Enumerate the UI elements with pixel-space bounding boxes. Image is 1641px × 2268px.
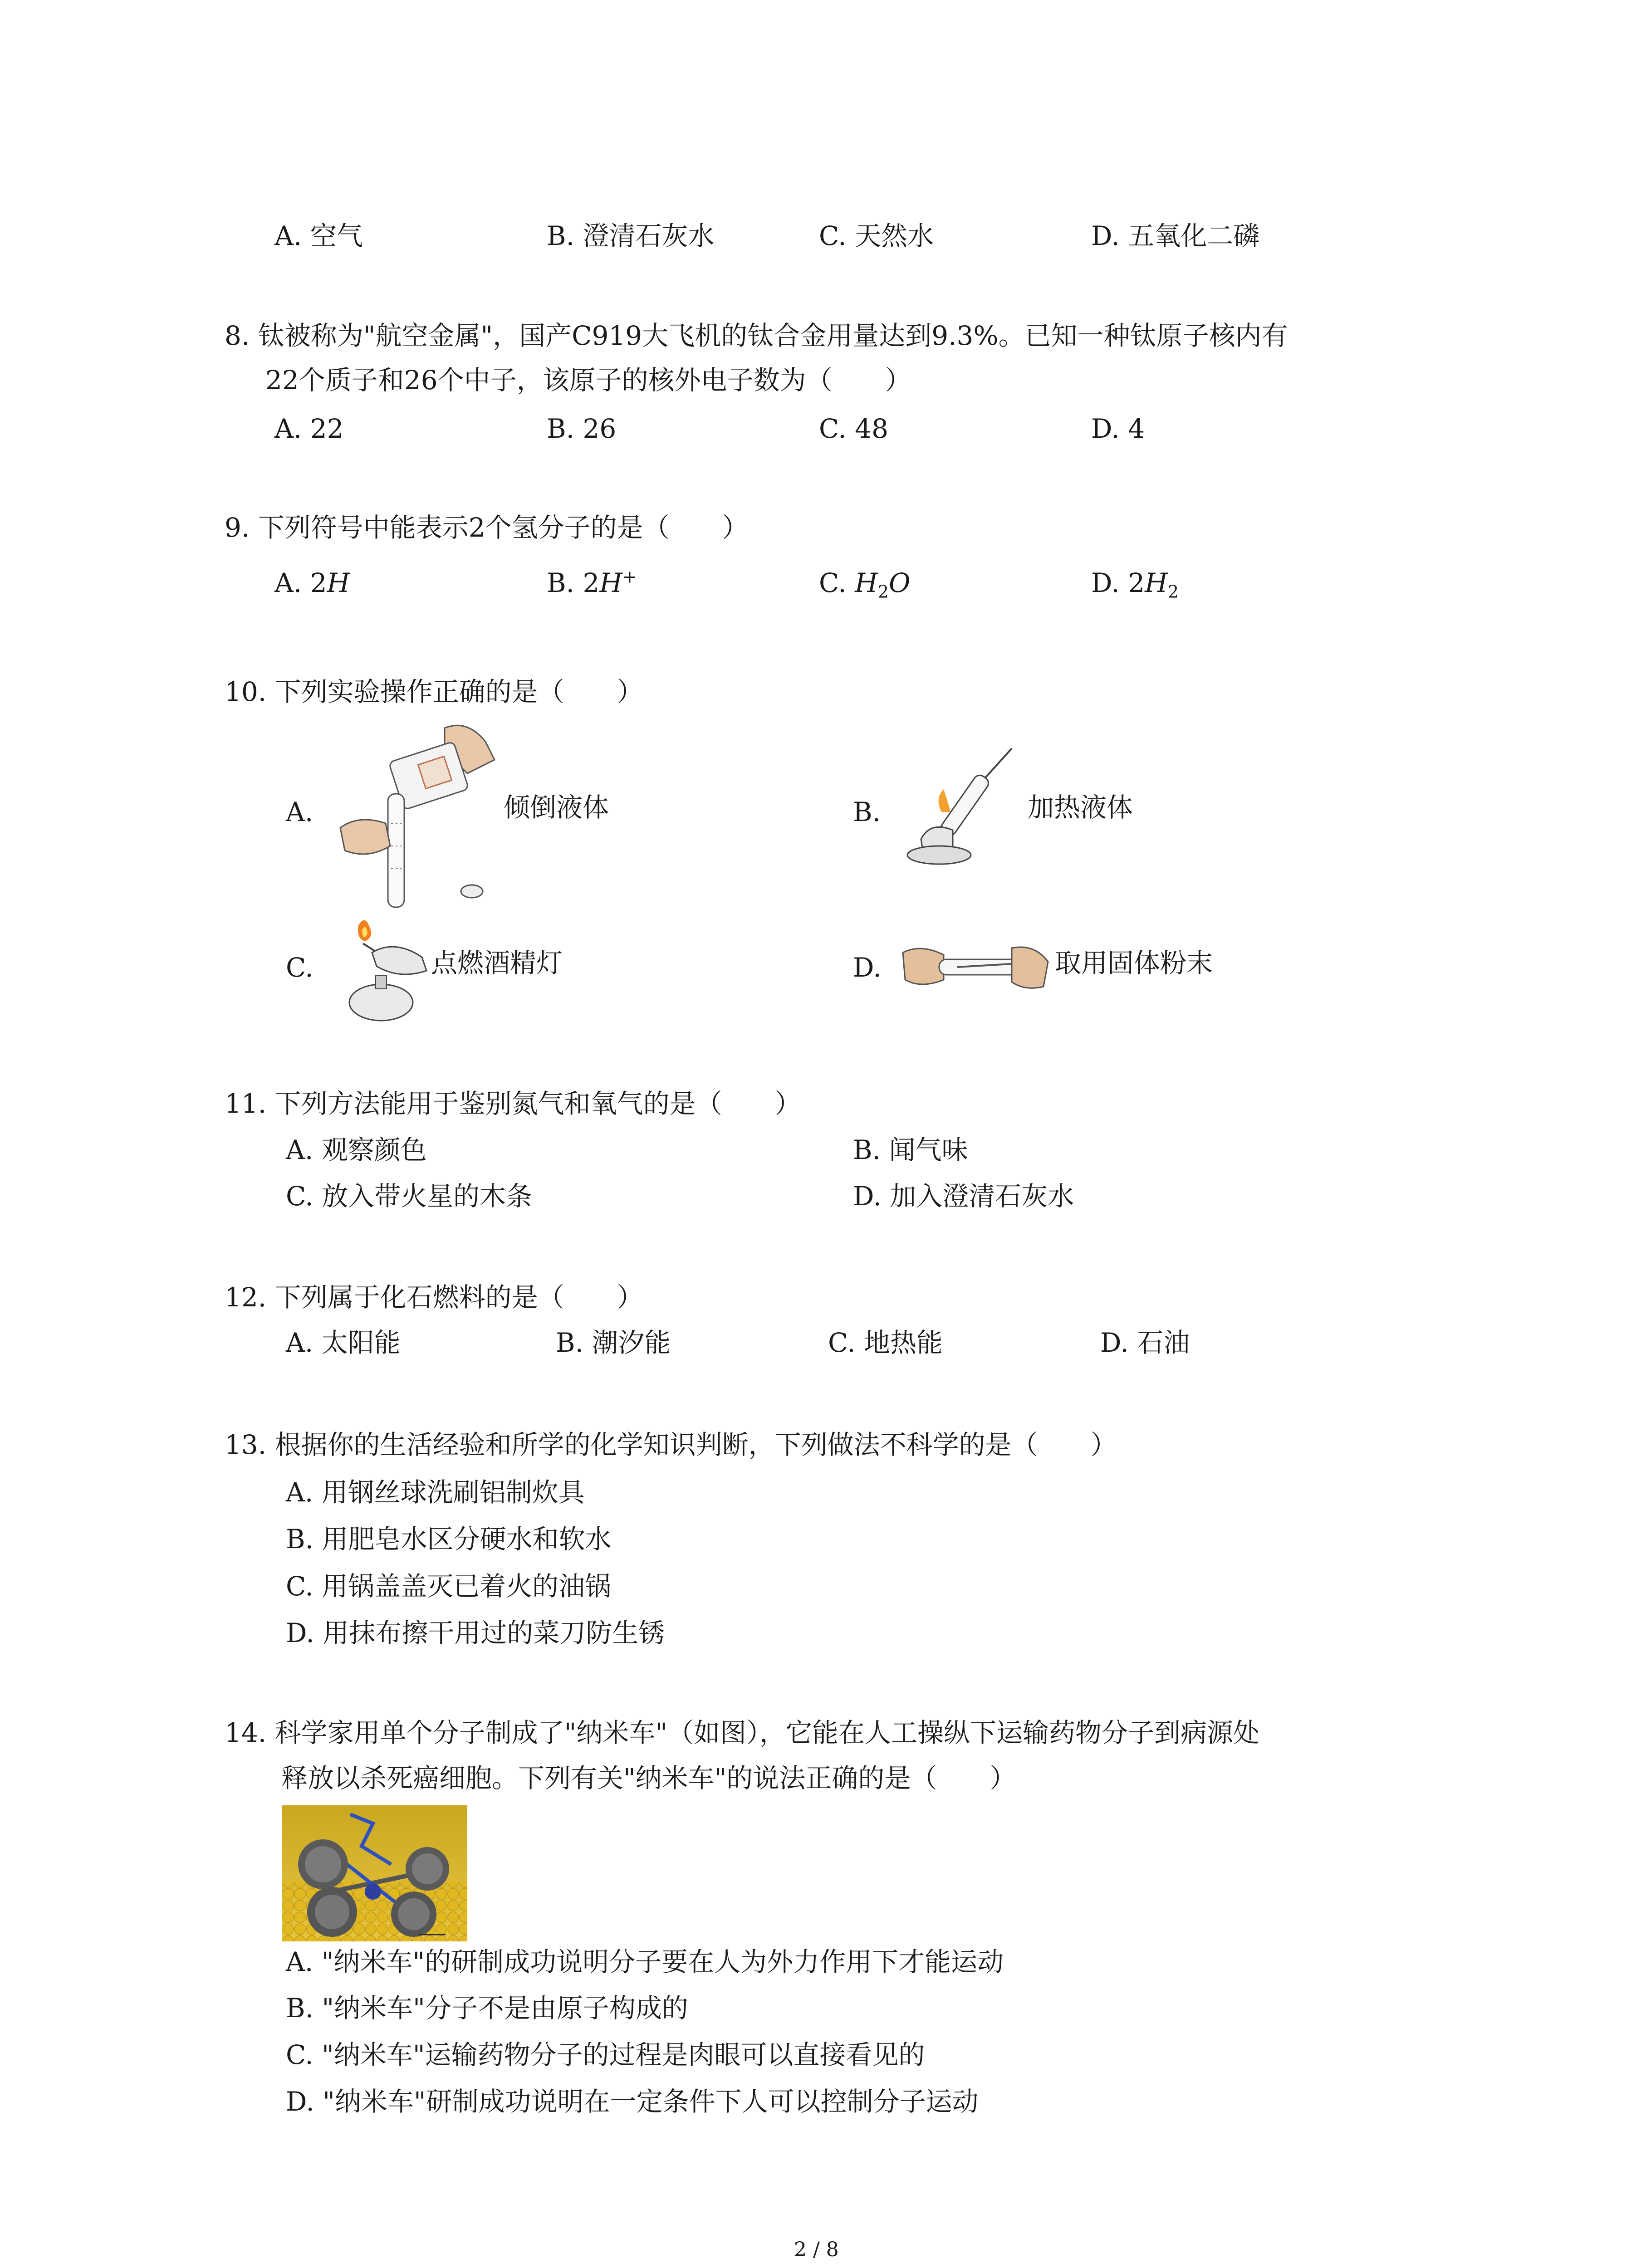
q7-option-c: C. 天然水 — [819, 220, 934, 251]
q10-option-c-label: C. — [286, 952, 314, 983]
q7-option-d: D. 五氧化二磷 — [1091, 220, 1260, 251]
q8-option-a: A. 22 — [274, 413, 344, 444]
q11-option-d: D. 加入澄清石灰水 — [853, 1181, 1074, 1212]
taking-solid-powder-illustration — [898, 934, 1053, 998]
q11-option-a: A. 观察颜色 — [286, 1134, 427, 1165]
q9-option-b: B. 2H+ — [547, 567, 637, 598]
q9-stem: 9. 下列符号中能表示2个氢分子的是（ ） — [225, 512, 749, 543]
q10-option-b-label: B. — [853, 797, 881, 827]
q11-stem: 11. 下列方法能用于鉴别氮气和氧气的是（ ） — [225, 1088, 801, 1119]
q14-stem-line2: 释放以杀死癌细胞。下列有关"纳米车"的说法正确的是（ ） — [281, 1763, 1016, 1794]
q12-option-b: B. 潮汐能 — [556, 1327, 671, 1358]
q13-option-a: A. 用钢丝球洗刷铝制炊具 — [286, 1477, 585, 1508]
q9-option-d: D. $2H_2$ — [1091, 567, 1179, 602]
q12-stem: 12. 下列属于化石燃料的是（ ） — [225, 1282, 643, 1313]
q10-option-b-caption: 加热液体 — [1028, 792, 1133, 823]
q14-stem-line1: 14. 科学家用单个分子制成了"纳米车"（如图），它能在人工操纵下运输药物分子到病源处 — [225, 1717, 1260, 1748]
q13-option-b: B. 用肥皂水区分硬水和软水 — [286, 1524, 612, 1554]
page-number: 2 / 8 — [794, 2238, 839, 2261]
q13-option-c: C. 用锅盖盖灭已着火的油锅 — [286, 1571, 612, 1602]
q12-option-a: A. 太阳能 — [286, 1327, 401, 1358]
q8-option-c: C. 48 — [819, 413, 888, 444]
q9-option-c: C. $H_2O$ — [819, 567, 911, 602]
q14-option-b: B. "纳米车"分子不是由原子构成的 — [286, 1993, 688, 2024]
q12-option-d: D. 石油 — [1100, 1327, 1190, 1358]
q7-option-b: B. 澄清石灰水 — [547, 220, 715, 251]
q13-option-d: D. 用抹布擦干用过的菜刀防生锈 — [286, 1618, 665, 1648]
nanocar-image — [282, 1805, 467, 1941]
q8-stem-line2: 22个质子和26个中子，该原子的核外电子数为（ ） — [265, 365, 911, 396]
q8-stem-line1: 8. 钛被称为"航空金属"，国产C919大飞机的钛合金用量达到9.3%。已知一种钛原子核内有 — [225, 320, 1288, 351]
heating-liquid-illustration — [898, 744, 1025, 871]
pouring-liquid-illustration — [331, 710, 508, 909]
q10-option-d-label: D. — [853, 952, 882, 983]
q9-option-a: A. 2H — [274, 567, 350, 598]
q10-stem: 10. 下列实验操作正确的是（ ） — [225, 676, 643, 707]
q7-option-a: A. 空气 — [274, 220, 363, 251]
q10-option-c-caption: 点燃酒精灯 — [431, 948, 563, 978]
q14-option-a: A. "纳米车"的研制成功说明分子要在人为外力作用下才能运动 — [286, 1946, 1004, 1977]
q14-option-c: C. "纳米车"运输药物分子的过程是肉眼可以直接看见的 — [286, 2039, 925, 2070]
q8-option-b: B. 26 — [547, 413, 617, 444]
q14-option-d: D. "纳米车"研制成功说明在一定条件下人可以控制分子运动 — [286, 2086, 979, 2117]
q13-stem: 13. 根据你的生活经验和所学的化学知识判断，下列做法不科学的是（ ） — [225, 1429, 1117, 1460]
q12-option-c: C. 地热能 — [828, 1327, 943, 1358]
q11-option-b: B. 闻气味 — [853, 1134, 968, 1165]
q10-option-a-label: A. — [286, 797, 314, 827]
q10-option-a-caption: 倾倒液体 — [504, 792, 609, 823]
q11-option-c: C. 放入带火星的木条 — [286, 1181, 533, 1212]
lighting-alcohol-lamp-illustration — [331, 916, 436, 1025]
q8-option-d: D. 4 — [1091, 413, 1145, 444]
q10-option-d-caption: 取用固体粉末 — [1055, 948, 1213, 978]
